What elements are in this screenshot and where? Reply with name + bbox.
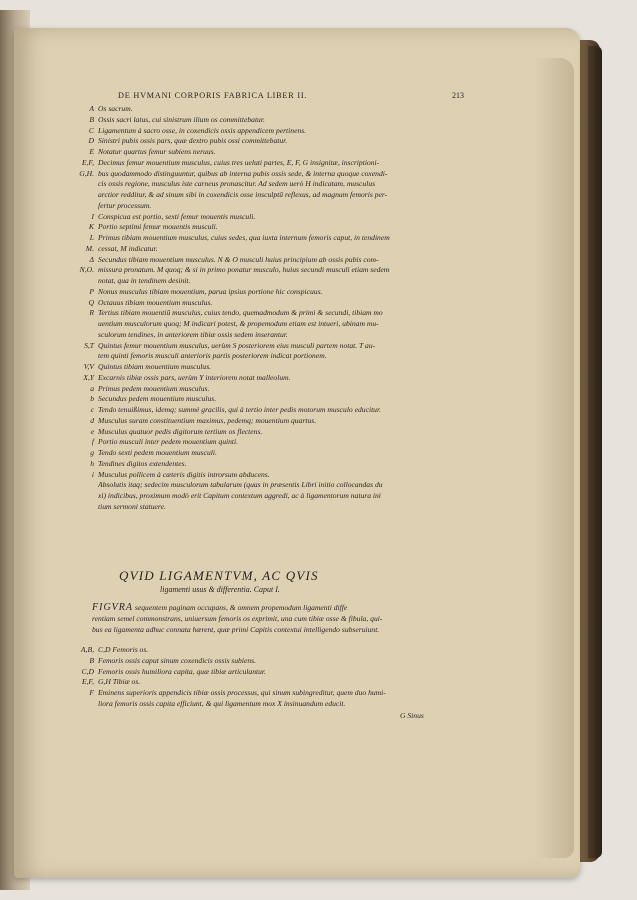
legend-key: D	[88, 136, 94, 146]
legend-text: Tendo sexti pedem mouentium musculi.	[98, 448, 217, 457]
legend-key	[56, 190, 98, 201]
legend-text: Femoris ossis humiliora capita, quæ tibiæ articulantur.	[98, 666, 266, 676]
legend-key: Q	[88, 297, 94, 307]
legend-key: N,O.	[79, 265, 94, 275]
legend-key: C	[88, 125, 94, 135]
legend-text: Decimus femur mouentium musculus, cuius tres ueluti partes, E, F, G insignitæ, inscriptioni-	[98, 157, 380, 167]
legend-text: Nonus musculus tibiam mouentium, parua ipsius portione hic conspicuus.	[98, 286, 323, 296]
legend-key	[56, 319, 98, 330]
legend-key	[56, 276, 98, 287]
section-subtitle: ligamenti usus & differentia. Caput I.	[160, 585, 280, 594]
figure-legend-list	[56, 104, 436, 513]
legend-row	[56, 470, 436, 481]
legend-text: tem quinti femoris musculi anterioris partis posteriorem indicat portionem.	[98, 351, 327, 361]
legend-key: V,V	[83, 362, 94, 371]
legend-text: Musculus quatuor pedis digitorum tertium os flectens.	[98, 426, 263, 436]
figure-legend-list-2	[56, 645, 446, 710]
legend-text: fertur processum.	[98, 200, 152, 210]
legend-row	[56, 384, 436, 395]
page-number: 213	[452, 91, 464, 100]
legend-row	[56, 416, 436, 427]
legend-text: Quintus tibiam mouentium musculus.	[98, 362, 212, 371]
legend-text: Ossis sacri latus, cui sinistrum ilium os committebatur.	[98, 114, 265, 124]
legend-key: R	[89, 308, 94, 318]
legend-text: Portio musculi inter pedem mouentium quinti.	[98, 437, 239, 447]
legend-row	[56, 405, 436, 416]
legend-key: g	[90, 448, 94, 457]
legend-key	[56, 351, 98, 362]
legend-key: K	[88, 222, 94, 232]
legend-row	[56, 341, 436, 352]
legend-row	[56, 448, 436, 459]
legend-key	[56, 699, 98, 710]
legend-row	[56, 427, 436, 438]
legend-text: Primus tibiam mouentium musculus, cuius sedes, qua iuxta internum femoris caput, in tendinem	[98, 233, 390, 242]
legend-key: E	[89, 147, 94, 156]
page-edge-stain	[534, 58, 574, 858]
legend-row	[56, 115, 436, 126]
legend-row	[56, 459, 436, 470]
legend-text: Os sacrum.	[98, 104, 133, 113]
legend-key: B	[89, 114, 94, 124]
legend-text: C,D Femoris os.	[98, 645, 149, 654]
legend-row	[56, 190, 436, 201]
legend-text: Secundus pedem mouentium musculus.	[98, 394, 217, 404]
catchword: G Sinus	[400, 711, 424, 720]
running-title: DE HVMANI CORPORIS FABRICA LIBER II.	[118, 91, 308, 100]
legend-row	[56, 437, 436, 448]
legend-key: A	[89, 104, 94, 113]
legend-key: d	[90, 415, 94, 425]
legend-row	[56, 373, 436, 384]
legend-key: h	[90, 458, 94, 468]
legend-key: E,F,	[81, 677, 94, 687]
legend-row	[56, 308, 436, 319]
legend-key: E,F,	[81, 157, 94, 167]
legend-key	[56, 201, 98, 212]
legend-key: B	[89, 655, 94, 665]
legend-row	[56, 255, 436, 266]
legend-row	[56, 645, 446, 656]
legend-key: e	[90, 426, 94, 436]
intro-line: bus ea ligamenta adhuc connata hærent, quæ primi Capitis contextui intelligendo subseruiunt.	[92, 624, 380, 634]
legend-key	[56, 480, 98, 491]
legend-key: M.	[85, 243, 94, 253]
legend-text: cis ossis regione, musculus iste carneus pronascitur. Ad sedem uerò H indicatam, musculus	[98, 179, 376, 189]
legend-row	[56, 201, 436, 212]
legend-text: Absolutis itaq; sedecim musculorum tabularum (quas in præsentis Libri initio collocandas du	[98, 480, 383, 490]
legend-row	[56, 233, 436, 244]
legend-row	[56, 656, 446, 667]
legend-row	[56, 287, 436, 298]
legend-text: uentium musculorum quoq; M indicari potest, & propemodum etiam est intueri, ubinam mu-	[98, 319, 379, 328]
legend-text: Musculus suram constituentium maximus, pedemq; mouentium quartus.	[98, 415, 317, 425]
legend-row	[56, 104, 436, 115]
legend-key: F	[89, 688, 94, 698]
legend-row	[56, 667, 446, 678]
intro-first-word: FIGVRA	[92, 602, 133, 613]
legend-row	[56, 480, 436, 491]
legend-text: Quintus femur mouentium musculus, uerùm S posteriorem eius musculi partem notat. T au-	[98, 340, 376, 350]
legend-row	[56, 265, 436, 276]
legend-row	[56, 688, 446, 699]
legend-text: liora femoris ossis capita efficiunt, & qui ligamentum mox X insinuandum educit.	[98, 698, 346, 708]
legend-row	[56, 126, 436, 137]
legend-text: Primus pedem mouentium musculus.	[98, 383, 210, 393]
legend-key	[56, 502, 98, 513]
legend-row	[56, 699, 446, 710]
legend-key: L	[89, 233, 94, 242]
legend-key: C,D	[81, 666, 94, 676]
book-cover-board	[588, 46, 602, 858]
legend-text: Tendines digitos extendentes.	[98, 458, 187, 468]
legend-text: bus quodammodo distinguuntur, quibus ab interna pubis ossis sede, & interna quoque coxendi-	[98, 168, 388, 178]
legend-text: sculorum tendines, in anteriorem tibiæ ossis sedem inserantur.	[98, 329, 288, 339]
legend-key: I	[91, 211, 94, 221]
legend-text: Femoris ossis caput sinum coxendicis ossis subiens.	[98, 655, 256, 665]
legend-key: Δ	[89, 254, 94, 264]
legend-text: tium sermoni statuere.	[98, 501, 166, 511]
legend-row	[56, 212, 436, 223]
legend-text: Conspicua est portio, sexti femur mouentis musculi.	[98, 211, 256, 221]
legend-row	[56, 276, 436, 287]
legend-text: Tertius tibiam mouentiũ musculus, cuius tendo, quemadmodum & primi & secundi, tibiam mo	[98, 308, 383, 318]
legend-row	[56, 147, 436, 158]
legend-text: Secundus tibiam mouentium musculus. N & O musculi huius principium ab ossis pubis com-	[98, 254, 379, 264]
legend-text: arctior redditur, & ad sinum sibi in coxendicis osse insculptũ reflexus, ad magnum femoris per-	[98, 190, 388, 199]
legend-row	[56, 351, 436, 362]
legend-text: cessat, M indicatur.	[98, 243, 158, 253]
legend-key	[56, 179, 98, 190]
legend-text: notat, qua in tendinem desinit.	[98, 276, 191, 285]
legend-key: a	[90, 383, 94, 393]
legend-key: S,T	[84, 340, 94, 350]
legend-row	[56, 502, 436, 513]
legend-text: Octauus tibiam mouentium musculus.	[98, 297, 213, 307]
legend-row	[56, 330, 436, 341]
legend-row	[56, 222, 436, 233]
legend-text: Sinistri pubis ossis pars, quæ dextro pubis ossi committebatur.	[98, 136, 288, 146]
legend-text: Excarnis tibiæ ossis pars, uerùm Y interiorem notat malleolum.	[98, 372, 291, 382]
legend-text: xi) indicibus, proximum modò erit Capitum contextum aggredi, ac à ligamentorum natura ini	[98, 491, 381, 500]
legend-key: P	[89, 286, 94, 296]
legend-row	[56, 394, 436, 405]
intro-line: rentiam semel commonstrans, uniuersum femoris os exprimit, una cum tibiæ osse & fibula, qui-	[92, 613, 383, 623]
legend-text: missura pronatum. M quoq; & si in primo ponatur musculo, huius secundi musculi etiam sedem	[98, 265, 390, 275]
legend-text: Portio septimi femur mouentis musculi.	[98, 222, 218, 232]
section-title: QVID LIGAMENTVM, AC QVIS	[119, 568, 319, 583]
legend-row	[56, 677, 446, 688]
legend-text: Musculus pollicem à cæteris digitis introrsum abducens.	[98, 469, 270, 479]
intro-line-first	[92, 603, 437, 614]
legend-key: G,H.	[79, 168, 94, 178]
legend-row	[56, 179, 436, 190]
legend-row	[56, 244, 436, 255]
legend-text: Notatur quartus femur subiens neruus.	[98, 147, 216, 156]
legend-row	[56, 491, 436, 502]
legend-row	[56, 319, 436, 330]
legend-text: G,H Tibiæ os.	[98, 677, 141, 687]
intro-line: sequentem paginam occupans, & omnem propemodum ligamenti diffe	[133, 603, 348, 612]
section-intro	[92, 603, 437, 635]
legend-key	[56, 330, 98, 341]
legend-key: f	[91, 437, 94, 447]
legend-key	[56, 491, 98, 502]
legend-key: X,Y	[83, 372, 94, 382]
legend-text: Ligamentum à sacro osse, in coxendicis ossis appendicem pertinens.	[98, 125, 307, 135]
legend-row	[56, 298, 436, 309]
legend-key: i	[91, 469, 94, 479]
legend-key: c	[90, 405, 94, 414]
legend-key: A,B,	[80, 645, 94, 654]
legend-text: Eminens superioris appendicis tibiæ ossis processus, qui sinum subingreditur, quem duo humi-	[98, 688, 386, 698]
legend-row	[56, 158, 436, 169]
legend-row	[56, 362, 436, 373]
legend-row	[56, 136, 436, 147]
legend-row	[56, 169, 436, 180]
legend-key: b	[90, 394, 94, 404]
legend-text: Tendo tenuißimus, idemq; summè gracilis, qui à tertio inter pedis motorum musculo educitur.	[98, 405, 381, 414]
